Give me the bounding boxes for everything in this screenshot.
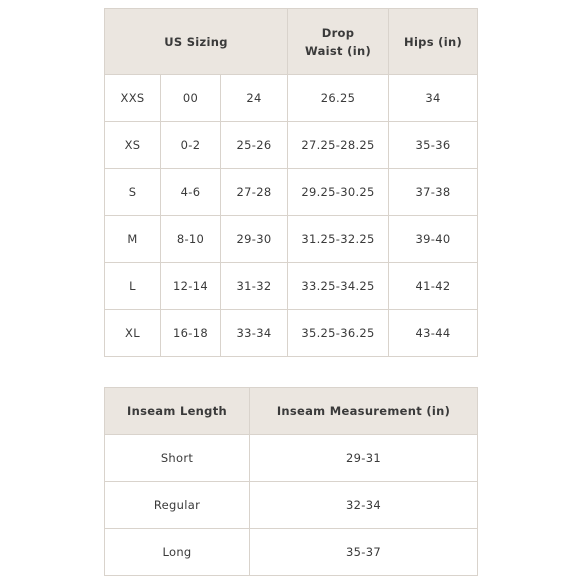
table-row bbox=[105, 75, 478, 122]
inseam-table bbox=[104, 387, 478, 576]
hips-cell: 37-38 bbox=[389, 169, 478, 216]
hips-cell: 34 bbox=[389, 75, 478, 122]
inseam-measurement-cell: 35-37 bbox=[250, 529, 478, 576]
hips-cell: 39-40 bbox=[389, 216, 478, 263]
table-row bbox=[105, 216, 478, 263]
table-row bbox=[105, 529, 478, 576]
size-chart-table bbox=[104, 8, 478, 357]
hips-cell: 41-42 bbox=[389, 263, 478, 310]
header-hips: Hips (in) bbox=[389, 9, 478, 75]
size-label-cell: L bbox=[105, 263, 161, 310]
drop-waist-cell: 35.25-36.25 bbox=[288, 310, 389, 357]
drop-waist-cell: 26.25 bbox=[288, 75, 389, 122]
header-us-sizing: US Sizing bbox=[105, 9, 288, 75]
us-size-cell: 12-14 bbox=[161, 263, 221, 310]
us-size-cell: 00 bbox=[161, 75, 221, 122]
waist-cell: 27-28 bbox=[221, 169, 288, 216]
size-label-cell: S bbox=[105, 169, 161, 216]
us-size-cell: 0-2 bbox=[161, 122, 221, 169]
drop-waist-cell: 31.25-32.25 bbox=[288, 216, 389, 263]
inseam-length-cell: Long bbox=[105, 529, 250, 576]
size-label-cell: M bbox=[105, 216, 161, 263]
table-row bbox=[105, 169, 478, 216]
header-drop-waist bbox=[288, 9, 389, 75]
waist-cell: 24 bbox=[221, 75, 288, 122]
us-size-cell: 8-10 bbox=[161, 216, 221, 263]
table-row bbox=[105, 122, 478, 169]
header-inseam-length: Inseam Length bbox=[105, 388, 250, 435]
size-chart-header-row bbox=[105, 9, 478, 75]
header-inseam-measurement: Inseam Measurement (in) bbox=[250, 388, 478, 435]
table-row bbox=[105, 482, 478, 529]
inseam-length-cell: Regular bbox=[105, 482, 250, 529]
waist-cell: 33-34 bbox=[221, 310, 288, 357]
inseam-measurement-cell: 29-31 bbox=[250, 435, 478, 482]
waist-cell: 29-30 bbox=[221, 216, 288, 263]
inseam-length-cell: Short bbox=[105, 435, 250, 482]
us-size-cell: 16-18 bbox=[161, 310, 221, 357]
us-size-cell: 4-6 bbox=[161, 169, 221, 216]
drop-waist-cell: 29.25-30.25 bbox=[288, 169, 389, 216]
drop-waist-cell: 33.25-34.25 bbox=[288, 263, 389, 310]
header-drop-waist-line1: Drop bbox=[321, 25, 355, 40]
inseam-header-row bbox=[105, 388, 478, 435]
size-label-cell: XS bbox=[105, 122, 161, 169]
table-row bbox=[105, 310, 478, 357]
table-row bbox=[105, 263, 478, 310]
hips-cell: 35-36 bbox=[389, 122, 478, 169]
hips-cell: 43-44 bbox=[389, 310, 478, 357]
drop-waist-cell: 27.25-28.25 bbox=[288, 122, 389, 169]
size-label-cell: XXS bbox=[105, 75, 161, 122]
inseam-measurement-cell: 32-34 bbox=[250, 482, 478, 529]
waist-cell: 31-32 bbox=[221, 263, 288, 310]
waist-cell: 25-26 bbox=[221, 122, 288, 169]
size-label-cell: XL bbox=[105, 310, 161, 357]
header-drop-waist-line2: Waist (in) bbox=[305, 43, 371, 58]
table-row bbox=[105, 435, 478, 482]
